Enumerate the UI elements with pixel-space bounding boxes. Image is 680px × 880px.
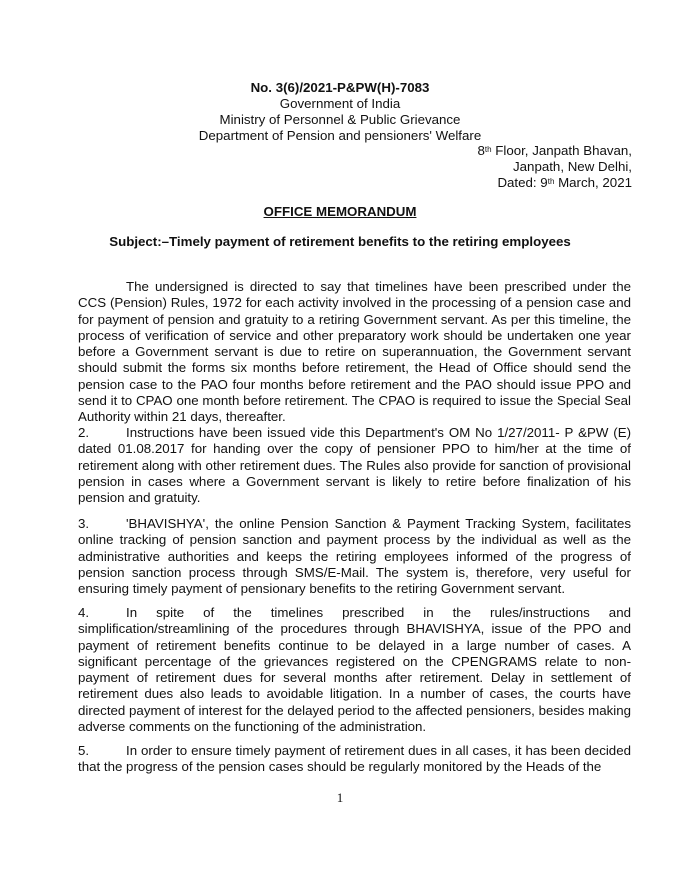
- address-floor: 8th Floor, Janpath Bhavan,: [477, 143, 632, 158]
- memo-title: OFFICE MEMORANDUM: [263, 204, 417, 219]
- address-city: Janpath, New Delhi,: [513, 159, 632, 174]
- subject-line: Subject:–Timely payment of retirement benefits to the retiring employees: [109, 234, 571, 249]
- header-ministry: Ministry of Personnel & Public Grievance: [219, 112, 461, 127]
- header-department: Department of Pension and pensioners' Welfare: [198, 128, 482, 143]
- paragraph-1: The undersigned is directed to say that timelines have been prescribed under the CCS (Pension) Rules, 1972 for each activity involved in the processing of a pension case and for payment of pension and gratuity to a retiring Government servant. As per this timeline, the process of verification of service and other preparatory work should be undertaken one year before a Government servant is due to retire on superannuation, the Government servant should submit the forms six months before retirement, the Head of Office should send the pension case to the PAO four months before retirement and the PAO should issue PPO and send it to CPAO one month before retirement. The CPAO is required to issue the Special Seal Authority within 21 days, thereafter.: [78, 279, 631, 425]
- dated-line: Dated: 9th March, 2021: [497, 175, 632, 190]
- paragraph-2: 2. Instructions have been issued vide this Department's OM No 1/27/2011- P &PW (E) dated 01.08.2017 for handing over the copy of pensioner PPO to him/her at the time of retirement along with other retirement dues. The Rules also provide for sanction of provisional pension in cases where a Government servant is likely to retire before finalization of his pension and gratuity.: [78, 425, 631, 506]
- paragraph-5: 5. In order to ensure timely payment of retirement dues in all cases, it has been decided that the progress of the pension cases should be regularly monitored by the Heads of the: [78, 743, 631, 775]
- page-number: 1: [336, 790, 344, 805]
- paragraph-3: 3. 'BHAVISHYA', the online Pension Sanction & Payment Tracking System, facilitates online tracking of pension sanction and payment process by the individual as well as the administrative authorities and keeps the retiring employees informed of the progress of pension sanction process through SMS/E-Mail. The system is, therefore, very useful for ensuring timely payment of pensionary benefits to the retiring Government servant.: [78, 516, 631, 597]
- reference-number: No. 3(6)/2021-P&PW(H)-7083: [250, 80, 430, 95]
- paragraph-4: 4. In spite of the timelines prescribed in the rules/instructions and simplification/streamlining of the procedures through BHAVISHYA, issue of the PPO and payment of retirement benefits continue to be delayed in a large number of cases. A significant percentage of the grievances registered on the CPENGRAMS relate to non-payment of retirement dues for several months after retirement. Delay in settlement of retirement dues also leads to avoidable litigation. In a number of cases, the courts have directed payment of interest for the delayed period to the affected pensioners, besides making adverse comments on the functioning of the administration.: [78, 605, 631, 735]
- header-government: Government of India: [279, 96, 401, 111]
